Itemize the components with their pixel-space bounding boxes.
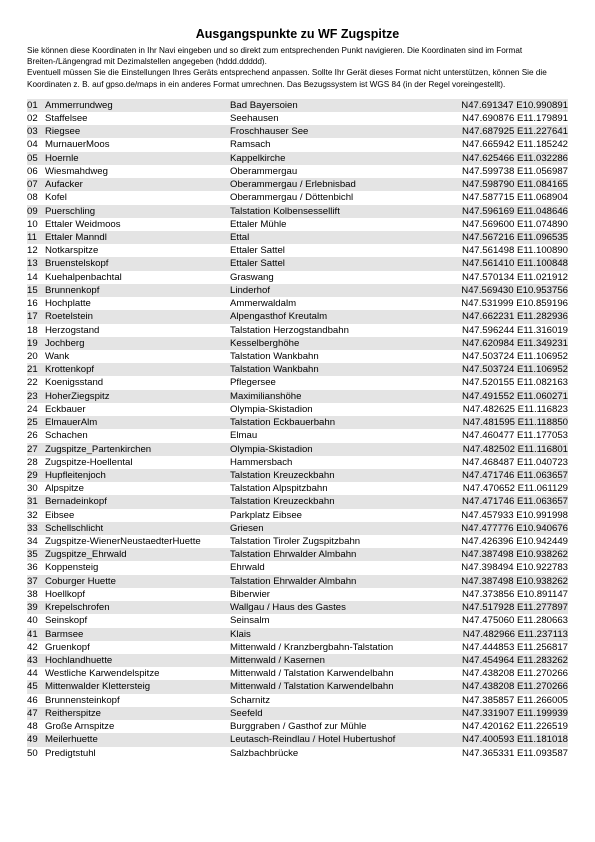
row-name: Staffelsee (45, 113, 88, 125)
row-number: 31 (27, 495, 45, 508)
table-row (27, 350, 568, 363)
row-coordinates: N47.570134 E11.021912 (462, 271, 568, 283)
row-number: 13 (27, 257, 45, 270)
row-number: 02 (27, 113, 38, 125)
row-number: 12 (27, 245, 38, 257)
row-name: Ammerrundweg (45, 99, 230, 112)
row-location: Talstation Wankbahn (230, 363, 438, 376)
row-coordinates: N47.569430 E10.953756 (438, 284, 568, 297)
row-location: Salzbachbrücke (230, 747, 299, 759)
row-coordinates: N47.531999 E10.859196 (461, 298, 568, 310)
row-coordinates: N47.503724 E11.106952 (438, 363, 568, 376)
row-number: 45 (27, 680, 45, 693)
table-row (27, 509, 568, 522)
row-name: Zugspitze-WienerNeustaedterHuette (45, 536, 201, 548)
row-name: Krepelschrofen (45, 601, 230, 614)
row-location: Talstation Herzogstandbahn (230, 324, 349, 336)
table-row (27, 628, 568, 641)
row-coordinates: N47.387498 E10.938262 (438, 548, 568, 561)
row-name: Ettaler Manndl (45, 231, 230, 244)
document-title: Ausgangspunkte zu WF Zugspitze (195, 27, 400, 41)
row-coordinates: N47.596244 E11.316019 (462, 324, 568, 336)
row-name: Brunnenkopf (45, 284, 230, 297)
row-location: Talstation Kreuzeckbahn (230, 495, 438, 508)
row-location: Ammerwaldalm (230, 298, 297, 310)
table-row (27, 337, 568, 350)
row-number: 07 (27, 178, 45, 191)
row-location: Talstation Eckbauerbahn (230, 416, 438, 429)
table-row (27, 310, 568, 323)
row-number: 26 (27, 430, 38, 442)
table-row (27, 152, 568, 165)
row-location: Ettaler Sattel (230, 257, 438, 270)
row-number: 38 (27, 588, 38, 600)
table-row (27, 720, 568, 733)
row-number: 25 (27, 416, 45, 429)
row-location: Alpengasthof Kreutalm (230, 310, 438, 323)
row-name: Koenigsstand (45, 377, 104, 389)
intro-paragraph-1: Sie können diese Koordinaten in Ihr Navi eingeben und so direkt zum entsprechenden Punkt navigieren. Die Koordinaten sind im Format Breiten-/Längengrad mit Dezimalstellen angegeben (hddd.ddddd). (27, 46, 523, 67)
row-name: Schellschlicht (45, 522, 230, 535)
row-coordinates: N47.481595 E11.118850 (438, 416, 568, 429)
row-coordinates: N47.373856 E10.891147 (462, 588, 568, 600)
row-name: Mittenwalder Klettersteig (45, 680, 230, 693)
row-location: Ettaler Sattel (230, 245, 285, 257)
row-coordinates: N47.625466 E11.032286 (438, 152, 568, 165)
row-number: 21 (27, 363, 45, 376)
row-coordinates: N47.420162 E11.226519 (462, 721, 568, 733)
row-coordinates: N47.517928 E11.277897 (438, 601, 568, 614)
table-row (27, 284, 568, 297)
row-number: 46 (27, 694, 38, 706)
row-coordinates: N47.482966 E11.237113 (438, 628, 568, 641)
row-number: 43 (27, 654, 45, 667)
row-location: Oberammergau / Erlebnisbad (230, 178, 438, 191)
table-row (27, 271, 568, 284)
row-location: Talstation Ehrwalder Almbahn (230, 575, 438, 588)
table-row (27, 191, 568, 204)
table-row (27, 257, 568, 270)
table-row (27, 218, 568, 231)
row-coordinates: N47.587715 E11.068904 (462, 192, 568, 204)
table-row (27, 588, 568, 601)
row-number: 08 (27, 192, 38, 204)
row-location: Talstation Ehrwalder Almbahn (230, 548, 438, 561)
table-row (27, 205, 568, 218)
row-number: 28 (27, 456, 38, 468)
row-coordinates: N47.691347 E10.990891 (438, 99, 568, 112)
row-number: 06 (27, 165, 38, 177)
row-location: Bad Bayersoien (230, 99, 438, 112)
row-name: Kofel (45, 192, 67, 204)
row-location: Wallgau / Haus des Gastes (230, 601, 438, 614)
row-name: Hochlandhuette (45, 654, 230, 667)
row-location: Ettaler Mühle (230, 218, 287, 230)
row-coordinates: N47.596169 E11.048646 (438, 205, 568, 218)
row-name: Zugspitze_Partenkirchen (45, 443, 230, 456)
row-number: 23 (27, 390, 45, 403)
row-name: Hochplatte (45, 298, 91, 310)
row-location: Talstation Tiroler Zugspitzbahn (230, 536, 361, 548)
row-coordinates: N47.400593 E11.181018 (438, 733, 568, 746)
row-number: 30 (27, 483, 38, 495)
row-coordinates: N47.438208 E11.270266 (438, 680, 568, 693)
row-coordinates: N47.365331 E11.093587 (462, 747, 568, 759)
table-row (27, 667, 568, 680)
table-row (27, 733, 568, 746)
row-coordinates: N47.438208 E11.270266 (462, 668, 568, 680)
table-row (27, 138, 568, 151)
row-name: Koppensteig (45, 562, 99, 574)
table-row (27, 376, 568, 389)
row-number: 50 (27, 747, 38, 759)
table-row (27, 522, 568, 535)
intro-text (27, 45, 568, 90)
row-name: Krottenkopf (45, 363, 230, 376)
row-name: HoherZiegspitz (45, 390, 230, 403)
row-coordinates: N47.471746 E11.063657 (438, 495, 568, 508)
table-row (27, 125, 568, 138)
row-number: 17 (27, 310, 45, 323)
table-row (27, 654, 568, 667)
row-coordinates: N47.491552 E11.060271 (438, 390, 568, 403)
row-location: Talstation Kreuzeckbahn (230, 469, 438, 482)
table-row (27, 561, 568, 574)
row-number: 49 (27, 733, 45, 746)
table-row (27, 614, 568, 627)
row-number: 47 (27, 707, 45, 720)
row-name: Bruenstelskopf (45, 257, 230, 270)
row-number: 41 (27, 628, 45, 641)
row-coordinates: N47.569600 E11.074890 (462, 218, 568, 230)
row-number: 03 (27, 125, 45, 138)
row-number: 27 (27, 443, 45, 456)
row-name: Große Arnspitze (45, 721, 115, 733)
row-number: 39 (27, 601, 45, 614)
row-number: 04 (27, 139, 38, 151)
row-number: 48 (27, 721, 38, 733)
table-row (27, 112, 568, 125)
table-row (27, 456, 568, 469)
row-location: Biberwier (230, 588, 270, 600)
table-row (27, 575, 568, 588)
row-location: Talstation Wankbahn (230, 350, 319, 362)
row-coordinates: N47.468487 E11.040723 (462, 456, 568, 468)
row-coordinates: N47.620984 E11.349231 (438, 337, 568, 350)
row-coordinates: N47.520155 E11.082163 (462, 377, 568, 389)
row-name: Westliche Karwendelspitze (45, 668, 160, 680)
row-location: Parkplatz Eibsee (230, 509, 302, 521)
table-row (27, 548, 568, 561)
row-number: 33 (27, 522, 45, 535)
table-row (27, 482, 568, 495)
row-coordinates: N47.662231 E11.282936 (438, 310, 568, 323)
row-number: 01 (27, 99, 45, 112)
table-row (27, 178, 568, 191)
row-coordinates: N47.665942 E11.185242 (462, 139, 568, 151)
row-name: ElmauerAlm (45, 416, 230, 429)
table-row (27, 694, 568, 707)
table-row (27, 469, 568, 482)
row-location: Seehausen (230, 113, 279, 125)
row-name: Hupfleitenjoch (45, 469, 230, 482)
row-number: 34 (27, 536, 38, 548)
row-coordinates: N47.567216 E11.096535 (438, 231, 568, 244)
row-coordinates: N47.482502 E11.116801 (438, 443, 568, 456)
row-location: Maximilianshöhe (230, 390, 438, 403)
table-row (27, 680, 568, 693)
row-location: Burggraben / Gasthof zur Mühle (230, 721, 367, 733)
row-coordinates: N47.331907 E11.199939 (438, 707, 568, 720)
table-row (27, 231, 568, 244)
row-location: Froschhauser See (230, 125, 438, 138)
table-row (27, 707, 568, 720)
row-number: 22 (27, 377, 38, 389)
row-coordinates: N47.444853 E11.256817 (462, 641, 568, 653)
row-name: Riegsee (45, 125, 230, 138)
row-coordinates: N47.482625 E11.116823 (462, 403, 568, 415)
intro-paragraph-2: Eventuell müssen Sie die Einstellungen Ihres Geräts entsprechend anpassen. Sollte Ihr Gerät dieses Format nicht unterstützen, können Sie die Koordinaten z. B. auf gpso.de/maps in ein anderes Format umrechnen. Das Bezugssystem ist WGS 84 (in der Regel voreingestellt). (27, 68, 547, 89)
row-name: Puerschling (45, 205, 230, 218)
row-name: Brunnensteinkopf (45, 694, 120, 706)
row-number: 10 (27, 218, 38, 230)
row-name: Gruenkopf (45, 641, 90, 653)
row-location: Seefeld (230, 707, 438, 720)
row-name: Aufacker (45, 178, 230, 191)
row-number: 32 (27, 509, 38, 521)
row-coordinates: N47.475060 E11.280663 (462, 615, 568, 627)
row-name: Bernadeinkopf (45, 495, 230, 508)
row-name: Seinskopf (45, 615, 88, 627)
table-row (27, 641, 568, 654)
coordinates-table (27, 99, 568, 760)
row-number: 40 (27, 615, 38, 627)
row-name: Predigtstuhl (45, 747, 96, 759)
row-coordinates: N47.454964 E11.283262 (438, 654, 568, 667)
row-name: Reitherspitze (45, 707, 230, 720)
row-location: Scharnitz (230, 694, 270, 706)
row-name: Eibsee (45, 509, 75, 521)
row-coordinates: N47.687925 E11.227641 (438, 125, 568, 138)
row-location: Ramsach (230, 139, 271, 151)
row-name: Wank (45, 350, 70, 362)
row-location: Klais (230, 628, 438, 641)
row-location: Talstation Kolbensessellift (230, 205, 438, 218)
row-coordinates: N47.457933 E10.991998 (461, 509, 568, 521)
row-number: 15 (27, 284, 45, 297)
row-coordinates: N47.385857 E11.266005 (462, 694, 568, 706)
row-name: Ettaler Weidmoos (45, 218, 121, 230)
row-coordinates: N47.599738 E11.056987 (462, 165, 568, 177)
row-location: Olympia-Skistadion (230, 403, 313, 415)
row-number: 37 (27, 575, 45, 588)
table-row (27, 747, 568, 760)
row-number: 42 (27, 641, 38, 653)
row-coordinates: N47.690876 E11.179891 (462, 113, 568, 125)
row-name: Zugspitze_Ehrwald (45, 548, 230, 561)
row-coordinates: N47.561498 E11.100890 (462, 245, 568, 257)
row-coordinates: N47.470652 E11.061129 (462, 483, 568, 495)
row-location: Oberammergau (230, 165, 298, 177)
row-name: Coburger Huette (45, 575, 230, 588)
table-row (27, 363, 568, 376)
table-row (27, 99, 568, 112)
row-name: Herzogstand (45, 324, 100, 336)
row-name: Jochberg (45, 337, 230, 350)
row-name: Wiesmahdweg (45, 165, 108, 177)
row-coordinates: N47.471746 E11.063657 (438, 469, 568, 482)
row-number: 36 (27, 562, 38, 574)
row-coordinates: N47.561410 E11.100848 (438, 257, 568, 270)
table-row (27, 165, 568, 178)
coordinates-table-body (27, 99, 568, 760)
row-number: 20 (27, 350, 38, 362)
row-number: 24 (27, 403, 38, 415)
row-number: 19 (27, 337, 45, 350)
table-row (27, 601, 568, 614)
row-location: Kesselberghöhe (230, 337, 438, 350)
row-location: Olympia-Skistadion (230, 443, 438, 456)
table-row (27, 495, 568, 508)
table-row (27, 297, 568, 310)
row-location: Linderhof (230, 284, 438, 297)
table-row (27, 429, 568, 442)
row-name: MurnauerMoos (45, 139, 110, 151)
row-coordinates: N47.426396 E10.942449 (461, 536, 568, 548)
row-name: Hoernle (45, 152, 230, 165)
table-row (27, 403, 568, 416)
row-coordinates: N47.387498 E10.938262 (438, 575, 568, 588)
row-name: Kuehalpenbachtal (45, 271, 122, 283)
row-number: 29 (27, 469, 45, 482)
row-name: Notkarspitze (45, 245, 99, 257)
row-number: 44 (27, 668, 38, 680)
row-name: Alpspitze (45, 483, 84, 495)
row-location: Oberammergau / Döttenbichl (230, 192, 354, 204)
row-location: Talstation Alpspitzbahn (230, 483, 328, 495)
row-location: Ettal (230, 231, 438, 244)
row-number: 09 (27, 205, 45, 218)
row-location: Mittenwald / Kasernen (230, 654, 438, 667)
row-coordinates: N47.398494 E10.922783 (461, 562, 568, 574)
row-location: Seinsalm (230, 615, 270, 627)
row-coordinates: N47.460477 E11.177053 (462, 430, 568, 442)
row-name: Schachen (45, 430, 88, 442)
row-name: Zugspitze-Hoellental (45, 456, 133, 468)
row-name: Eckbauer (45, 403, 86, 415)
row-name: Meilerhuette (45, 733, 230, 746)
row-location: Kappelkirche (230, 152, 438, 165)
row-location: Elmau (230, 430, 258, 442)
row-location: Graswang (230, 271, 274, 283)
row-number: 11 (27, 231, 45, 244)
table-row (27, 535, 568, 548)
row-location: Ehrwald (230, 562, 265, 574)
row-name: Hoellkopf (45, 588, 85, 600)
table-row (27, 416, 568, 429)
row-coordinates: N47.598790 E11.084165 (438, 178, 568, 191)
row-location: Hammersbach (230, 456, 293, 468)
row-location: Leutasch-Reindlau / Hotel Hubertushof (230, 733, 438, 746)
document-page (27, 26, 568, 760)
table-row (27, 390, 568, 403)
table-row (27, 324, 568, 337)
row-name: Roetelstein (45, 310, 230, 323)
row-location: Pflegersee (230, 377, 276, 389)
row-location: Mittenwald / Talstation Karwendelbahn (230, 680, 438, 693)
row-coordinates: N47.477776 E10.940676 (438, 522, 568, 535)
table-row (27, 443, 568, 456)
table-row (27, 244, 568, 257)
row-number: 35 (27, 548, 45, 561)
row-name: Barmsee (45, 628, 230, 641)
row-location: Griesen (230, 522, 438, 535)
row-coordinates: N47.503724 E11.106952 (462, 350, 568, 362)
row-number: 14 (27, 271, 38, 283)
row-number: 16 (27, 298, 38, 310)
row-number: 05 (27, 152, 45, 165)
row-location: Mittenwald / Kranzbergbahn-Talstation (230, 641, 394, 653)
row-number: 18 (27, 324, 38, 336)
row-location: Mittenwald / Talstation Karwendelbahn (230, 668, 394, 680)
